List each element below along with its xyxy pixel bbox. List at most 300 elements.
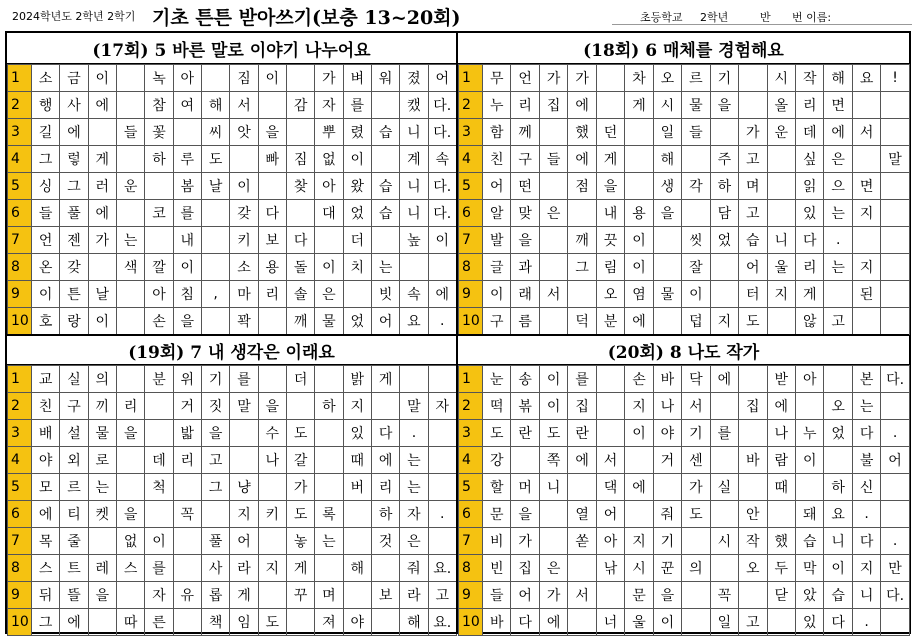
grid-cell: 고 [739,200,767,227]
grid-cell [145,501,173,528]
table-row [459,92,910,119]
grid-cell: 바 [483,609,511,636]
grid-cell: 행 [32,92,60,119]
row-number: 7 [459,227,483,254]
row-number: 4 [459,447,483,474]
grid-cell: 할 [483,474,511,501]
panel-title: (17회) 5 바른 말로 이야기 나누어요 [7,33,456,64]
grid-cell: 밟 [173,420,201,447]
grid-cell: 빈 [483,555,511,582]
row-number: 1 [459,65,483,92]
grid-cell [88,609,116,636]
grid-cell: 었 [824,420,852,447]
grid-cell: 지 [710,308,738,335]
grid-cell: 에 [32,501,60,528]
grid-cell: 는 [400,447,428,474]
grid-cell: 져 [315,609,343,636]
table-row [459,555,910,582]
grid-cell: 친 [32,393,60,420]
grid-cell [881,200,909,227]
grid-cell: 가 [511,528,539,555]
table-row [459,393,910,420]
grid-cell: 졌 [400,65,428,92]
grid-cell: 풀 [60,200,88,227]
grid-cell: 자 [400,501,428,528]
grid-cell: 래 [511,281,539,308]
table-row [459,227,910,254]
grid-cell [116,366,144,393]
grid-cell: 시 [767,65,795,92]
grid-cell [625,146,653,173]
grid-cell: 깨 [568,227,596,254]
row-number: 6 [459,200,483,227]
grid-cell: 돌 [286,254,314,281]
grid-cell [596,65,624,92]
grid-cell: 고 [428,582,456,609]
grid-cell: 비 [483,528,511,555]
grid-cell: 올 [767,92,795,119]
grid-cell [116,65,144,92]
row-number: 7 [459,528,483,555]
grid-cell: 습 [371,119,399,146]
grid-cell [824,281,852,308]
grid-cell: 송 [511,366,539,393]
grid-cell: 하 [371,501,399,528]
grid-cell: 을 [116,420,144,447]
table-row [459,119,910,146]
grid-cell: 다. [428,119,456,146]
table-row [8,501,457,528]
row-number: 10 [8,308,32,335]
grid-cell [596,366,624,393]
table-row [459,474,910,501]
grid-cell [682,146,710,173]
grid-cell: 막 [795,555,823,582]
grid-cell: 거 [173,393,201,420]
grid-cell: 에 [625,308,653,335]
grid-cell: 도 [286,420,314,447]
grid-cell: 자 [315,92,343,119]
row-number: 9 [459,281,483,308]
grid-cell [568,200,596,227]
grid-cell [315,420,343,447]
grid-cell: 시 [710,528,738,555]
grid-cell [88,254,116,281]
grid-cell: 스 [32,555,60,582]
grid-cell: 실 [60,366,88,393]
panel-title: (20회) 8 나도 작가 [458,334,909,365]
grid-cell [710,119,738,146]
grid-cell: 에 [568,92,596,119]
table-row [8,65,457,92]
row-number: 8 [459,254,483,281]
grid-cell: 리 [258,281,286,308]
school-label: 초등학교 [640,11,683,24]
grid-cell: 덥 [682,308,710,335]
grid-cell: 배 [32,420,60,447]
grid-cell: 서 [230,92,258,119]
grid-cell: 위 [173,366,201,393]
grid-cell: 발 [483,227,511,254]
grid-cell: 누 [483,92,511,119]
grid-cell: 라 [400,582,428,609]
grid-cell [739,92,767,119]
grid-cell: 말 [881,146,909,173]
grid-cell: 는 [315,528,343,555]
grid-cell: 도 [258,609,286,636]
grid-cell: 아 [145,281,173,308]
grid-cell: 색 [116,254,144,281]
grid-cell: 게 [625,92,653,119]
row-number: 2 [459,393,483,420]
grid-cell: 소 [32,65,60,92]
grid-cell [428,366,456,393]
grid-cell [173,474,201,501]
grid-cell: 렇 [60,146,88,173]
grid-cell [625,173,653,200]
grid-cell: 않 [795,308,823,335]
grid-cell: 다 [286,227,314,254]
grid-cell: 리 [116,393,144,420]
grid-cell: 금 [60,65,88,92]
grid-cell: 니 [852,582,880,609]
grid-cell: 면 [824,92,852,119]
grid-cell: 그 [201,474,229,501]
grid-cell: 이 [824,555,852,582]
grid-cell: 을 [258,119,286,146]
grid-cell: 에 [767,393,795,420]
grid-cell: 싶 [795,146,823,173]
grid-cell: 어 [428,65,456,92]
grid-cell: 언 [511,65,539,92]
grid-cell [371,609,399,636]
grid-cell [739,474,767,501]
grid-cell: 께 [511,119,539,146]
table-row [459,528,910,555]
row-number: 6 [8,200,32,227]
grid-cell: 이 [625,254,653,281]
grid-cell: 러 [88,173,116,200]
grid-cell [881,281,909,308]
grid-cell: 었 [343,308,371,335]
grid-cell [88,528,116,555]
grid-cell: 니 [400,200,428,227]
grid-cell: 운 [767,119,795,146]
grid-cell [201,227,229,254]
grid-cell: 자 [428,393,456,420]
table-row [8,281,457,308]
grid-cell: 뜰 [60,582,88,609]
grid-cell: 물 [88,420,116,447]
grid-cell: 다 [511,609,539,636]
panel-17 [7,33,456,335]
grid-cell: 다. [428,200,456,227]
row-number: 10 [8,609,32,636]
grid-cell [116,474,144,501]
grid-cell [400,366,428,393]
grid-cell: 사 [201,555,229,582]
panel-20 [458,334,909,636]
grid-cell: 나 [767,420,795,447]
grid-cell: 없 [116,528,144,555]
grid-cell: 때 [343,447,371,474]
grid-cell [230,420,258,447]
grid-cell: 이 [145,528,173,555]
grid-cell: 말 [400,393,428,420]
grid-cell: 녹 [145,65,173,92]
grid-cell [710,393,738,420]
grid-cell [428,447,456,474]
grid-cell: 했 [568,119,596,146]
grid-cell: 다 [852,528,880,555]
grid-cell: 다. [881,582,909,609]
grid-cell: 게 [230,582,258,609]
grid-cell: 니 [400,119,428,146]
grid-cell: 하 [145,146,173,173]
grid-cell: 두 [767,555,795,582]
grid-cell: 을 [201,420,229,447]
grid-cell: 요. [428,609,456,636]
grid-cell: 이 [795,447,823,474]
grid-cell: 어 [483,173,511,200]
row-number: 5 [8,474,32,501]
grid-cell: 이 [653,609,681,636]
grid-cell: 빠 [258,146,286,173]
grid-cell: 요 [824,501,852,528]
grid-cell: 없 [315,146,343,173]
grid-cell: 짓 [201,393,229,420]
grid-cell: 밝 [343,366,371,393]
grid-cell: 가 [539,582,567,609]
grid-cell: 가 [568,65,596,92]
grid-cell: 신 [852,474,880,501]
grid-cell: 렸 [343,119,371,146]
grid-cell: 습 [795,528,823,555]
grid-cell [258,474,286,501]
grid-cell: 센 [682,447,710,474]
grid-cell: 만 [881,555,909,582]
grid-cell: . [852,501,880,528]
row-number: 10 [459,308,483,335]
grid-cell: 랑 [60,308,88,335]
grid-cell: 불 [852,447,880,474]
grid-cell: 바 [739,447,767,474]
school-year-label: 2024학년도 2학년 2학기 [12,10,136,23]
grid-cell [881,119,909,146]
grid-cell: 속 [428,146,456,173]
table-row [8,474,457,501]
grid-cell [852,308,880,335]
grid-cell: 튼 [60,281,88,308]
grid-cell: 가 [315,65,343,92]
grid-cell [428,254,456,281]
grid-cell: 야 [653,420,681,447]
grid-cell: 도 [483,420,511,447]
grid-cell [767,501,795,528]
grid-cell [116,281,144,308]
grid-cell: 게 [286,555,314,582]
row-number: 1 [8,366,32,393]
grid-cell: 읽 [795,173,823,200]
grid-cell: 해 [653,146,681,173]
grid-cell: 들 [682,119,710,146]
grid-cell: 시 [653,92,681,119]
grid-cell: 키 [258,501,286,528]
dictation-grid [7,64,457,335]
grid-cell: 침 [173,281,201,308]
grid-cell: 갖 [60,254,88,281]
grid-cell: 었 [710,227,738,254]
table-row [8,227,457,254]
grid-cell: 해 [400,609,428,636]
table-row [8,555,457,582]
grid-cell: 습 [739,227,767,254]
grid-cell: 을 [596,173,624,200]
grid-cell: 주 [710,146,738,173]
grid-cell [428,420,456,447]
grid-cell: . [824,227,852,254]
grid-cell: 그 [32,146,60,173]
grid-cell: 손 [145,308,173,335]
grid-cell [881,254,909,281]
grid-cell [568,555,596,582]
grid-cell: 습 [371,173,399,200]
grid-cell: 과 [511,254,539,281]
grid-cell: 는 [852,393,880,420]
grid-cell: 짐 [230,65,258,92]
grid-cell: 데 [795,119,823,146]
grid-cell [539,308,567,335]
grid-cell: 기 [653,528,681,555]
grid-cell: 데 [145,447,173,474]
grid-cell [682,582,710,609]
grid-cell: 구 [483,308,511,335]
grid-cell: 기 [682,420,710,447]
grid-cell [258,308,286,335]
grid-cell: 담 [710,200,738,227]
grid-cell: 름 [511,308,539,335]
grid-cell: 이 [539,366,567,393]
grid-cell: 레 [88,555,116,582]
grid-cell [258,582,286,609]
grid-cell: 이 [32,281,60,308]
grid-cell: 란 [511,420,539,447]
panel-title: (18회) 6 매체를 경험해요 [458,33,909,64]
grid-cell: 록 [315,501,343,528]
grid-cell: 가 [88,227,116,254]
grid-cell: 씨 [201,119,229,146]
grid-cell [371,146,399,173]
table-row [459,254,910,281]
grid-cell [710,254,738,281]
grid-cell: 온 [32,254,60,281]
grid-cell: 에 [568,447,596,474]
grid-cell: 이 [343,146,371,173]
grid-cell: 을 [511,227,539,254]
grid-cell: 감 [286,92,314,119]
row-number: 8 [8,254,32,281]
grid-cell [881,501,909,528]
grid-cell: 날 [88,281,116,308]
grid-cell [767,200,795,227]
grid-cell: 지 [852,254,880,281]
table-row [8,119,457,146]
grid-cell: 아 [315,173,343,200]
grid-cell: 니 [400,173,428,200]
grid-cell: 마 [230,281,258,308]
grid-cell [852,227,880,254]
grid-cell: 어 [881,447,909,474]
grid-cell [286,65,314,92]
grid-cell: 강 [483,447,511,474]
grid-cell [371,555,399,582]
row-number: 3 [459,420,483,447]
grid-cell: 기 [710,65,738,92]
grid-cell: 을 [653,582,681,609]
grid-cell: 알 [483,200,511,227]
grid-cell: 코 [145,200,173,227]
grid-cell: 길 [32,119,60,146]
grid-cell: 그 [60,173,88,200]
grid-cell: 리 [173,447,201,474]
grid-cell: 임 [230,609,258,636]
grid-cell: 돼 [795,501,823,528]
grid-cell: 치 [343,254,371,281]
grid-cell: . [428,501,456,528]
dictation-grid [458,365,910,636]
grid-cell: 일 [653,119,681,146]
grid-cell: 가 [739,119,767,146]
grid-cell: 댁 [596,474,624,501]
grid-cell: 게 [596,146,624,173]
grid-cell: 를 [145,555,173,582]
grid-cell [596,393,624,420]
grid-cell [881,227,909,254]
row-number: 7 [8,528,32,555]
grid-cell: 분 [145,366,173,393]
grid-cell: 이 [258,65,286,92]
table-row [459,200,910,227]
grid-cell: 며 [315,582,343,609]
grid-cell [739,366,767,393]
grid-cell: 꾸 [286,582,314,609]
grid-cell: 지 [258,555,286,582]
grid-cell: 있 [795,609,823,636]
grid-cell: 것 [371,528,399,555]
grid-cell: 물 [682,92,710,119]
grid-cell: 캤 [400,92,428,119]
grid-cell: 을 [88,582,116,609]
grid-cell [145,393,173,420]
grid-cell [539,501,567,528]
grid-cell: 자 [145,582,173,609]
grid-cell [767,609,795,636]
grid-cell [767,308,795,335]
grid-cell: 쏟 [568,528,596,555]
panel-18 [458,33,909,335]
grid-cell: ! [881,65,909,92]
grid-cell: 터 [739,281,767,308]
grid-cell: 지 [767,281,795,308]
grid-cell [400,254,428,281]
grid-cell [116,308,144,335]
row-number: 5 [8,173,32,200]
grid-cell: 집 [511,555,539,582]
grid-cell: . [852,609,880,636]
grid-cell: 뒤 [32,582,60,609]
grid-cell: 찾 [286,173,314,200]
grid-cell [315,366,343,393]
